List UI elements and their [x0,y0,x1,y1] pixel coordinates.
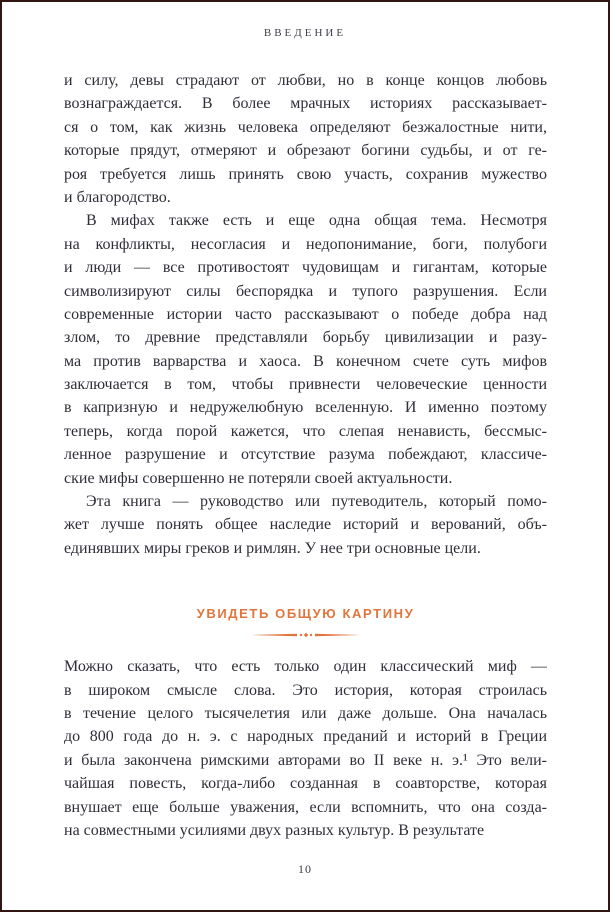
text-line: ся о том, как жизнь человека определяют безжалостные нити, [64,118,547,136]
text-line: ма против варварства и хаоса. В конечном счете суть мифов [64,352,547,370]
text-line: современные истории часто рассказывают о победе добра над [64,305,547,323]
text-column [64,69,547,842]
text-line: символизируют силы беспорядка и тупого разрушения. Если [64,282,547,300]
text-line: Эта книга — руководство или путеводитель, который помо- [86,493,547,511]
text-line: и была закончена римскими авторами во II веке н. э.¹ Это вели- [64,751,547,769]
text-line: роя требуется лишь принять свою участь, сохранив мужество [64,165,547,183]
text-line: до 800 года до н. э. с народных преданий и историй в Греции [64,728,547,746]
text-line: чайшая повесть, когда-либо созданная в соавторстве, которая [64,775,547,793]
text-line: ленное разрушение и отсутствие разума побеждают, классиче- [64,446,547,464]
section-heading: УВИДЕТЬ ОБЩУЮ КАРТИНУ [196,606,415,622]
text-line: Можно сказать, что есть только один классический миф — [64,658,547,676]
text-line: ские мифы совершенно не потеряли своей актуальности. [64,469,453,487]
paragraph [64,209,547,490]
text-line: и благородство. [64,188,171,206]
text-line: и силу, девы страдают от любви, но в конце концов любовь [64,72,547,89]
paragraph [64,69,547,209]
text-line: теперь, когда порой кажется, что слепая ненависть, бессмыс- [64,422,547,440]
text-line: заключается в том, чтобы привнести человеческие ценности [64,376,547,394]
text-line: злом, то древние представляли борьбу цивилизации и разу- [64,329,547,347]
ornament-divider-icon [64,631,547,639]
text-line: в широком смысле слова. Это история, которая строилась [64,681,547,699]
text-line: вознаграждается. В более мрачных историях рассказывает- [64,95,547,113]
text-line: в течение целого тысячелетия или даже дольше. Она началась [64,704,547,722]
text-line: в капризную и недружелюбную вселенную. И именно поэтому [64,399,547,417]
page-number: 10 [298,862,312,876]
paragraph [64,655,547,842]
text-line: внушает еще больше уважения, если вспомнить, что она созда- [64,798,547,816]
text-line: единявших миры греков и римлян. У нее три основные цели. [64,539,481,557]
paragraph [64,490,547,560]
text-line: на совместными усилиями двух разных культур. В результате [64,821,485,839]
text-line: на конфликты, несогласия и недопонимание, боги, полубоги [64,235,547,253]
running-header: ВВЕДЕНИЕ [263,27,347,39]
text-line: В мифах также есть и еще одна общая тема. Несмотря [86,212,547,230]
text-line: и люди — все противостоят чудовищам и гигантам, которые [64,259,547,277]
text-line: которые прядут, отмеряют и обрезают богини судьбы, и от ге- [64,142,547,160]
text-line: жет лучше понять общее наследие историй и верований, объ- [64,516,547,534]
